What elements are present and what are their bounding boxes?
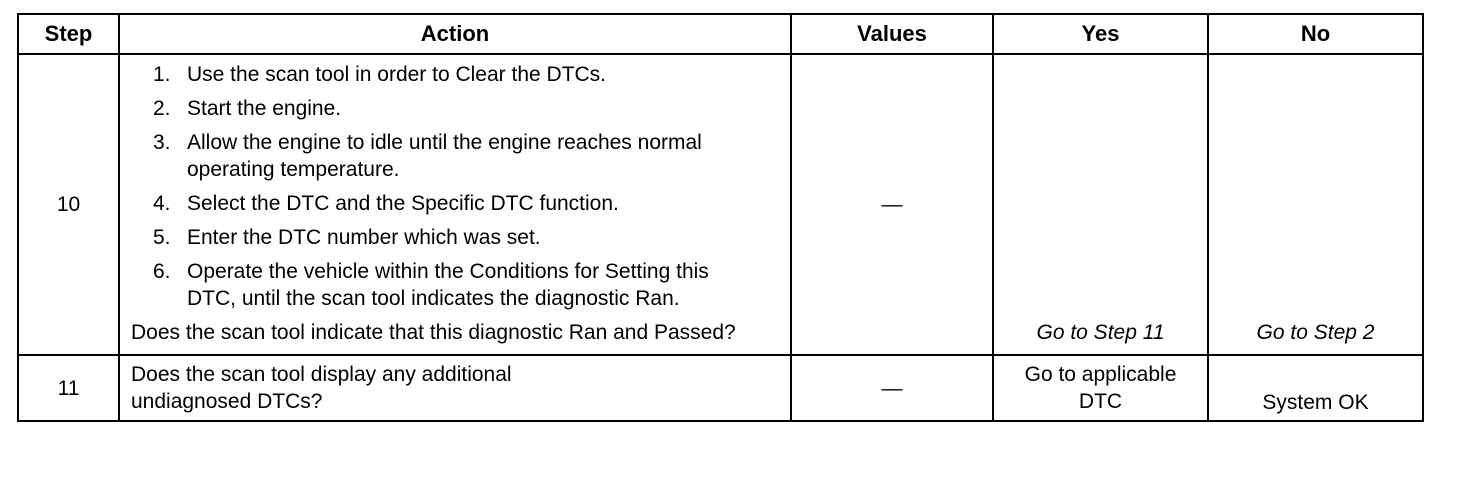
values-cell: —: [791, 54, 993, 355]
list-item: [131, 129, 782, 183]
step-item-text: Use the scan tool in order to Clear the DTCs.: [187, 63, 607, 86]
header-action: Action: [119, 14, 791, 54]
list-item: [131, 95, 782, 122]
step-item-text: Select the DTC and the Specific DTC function.: [187, 192, 619, 215]
header-step: Step: [18, 14, 119, 54]
step-item-number: 4.: [153, 192, 171, 215]
header-values: Values: [791, 14, 993, 54]
action-cell: [119, 355, 791, 421]
yes-result: Go to applicable DTC: [993, 355, 1208, 421]
step-number: 11: [18, 355, 119, 421]
table-row: [18, 355, 1423, 421]
header-yes: Yes: [993, 14, 1208, 54]
header-no: No: [1208, 14, 1423, 54]
diagnostic-table: [17, 13, 1424, 422]
action-step-list: [131, 61, 782, 312]
table-row: [18, 54, 1423, 355]
list-item: [131, 61, 782, 88]
action-question: Does the scan tool display any additional undiagnosed DTCs?: [131, 363, 512, 413]
list-item: [131, 258, 782, 312]
step-item-number: 2.: [153, 97, 171, 120]
yes-result: Go to Step 11: [993, 54, 1208, 355]
list-item: [131, 190, 782, 217]
step-item-number: 3.: [153, 131, 171, 154]
step-item-number: 6.: [153, 260, 171, 283]
no-result: Go to Step 2: [1208, 54, 1423, 355]
no-result: System OK: [1208, 355, 1423, 421]
step-item-number: 5.: [153, 226, 171, 249]
step-item-text: Allow the engine to idle until the engine reaches normal operating temperature.: [187, 131, 702, 181]
action-cell: [119, 54, 791, 355]
step-number: 10: [18, 54, 119, 355]
step-item-number: 1.: [153, 63, 171, 86]
header-row: [18, 14, 1423, 54]
values-cell: —: [791, 355, 993, 421]
step-item-text: Start the engine.: [187, 97, 342, 120]
step-item-text: Enter the DTC number which was set.: [187, 226, 541, 249]
list-item: [131, 224, 782, 251]
action-question: Does the scan tool indicate that this diagnostic Ran and Passed?: [131, 321, 736, 344]
step-item-text: Operate the vehicle within the Conditions for Setting this DTC, until the scan tool indicates the diagnostic Ran.: [187, 260, 709, 310]
